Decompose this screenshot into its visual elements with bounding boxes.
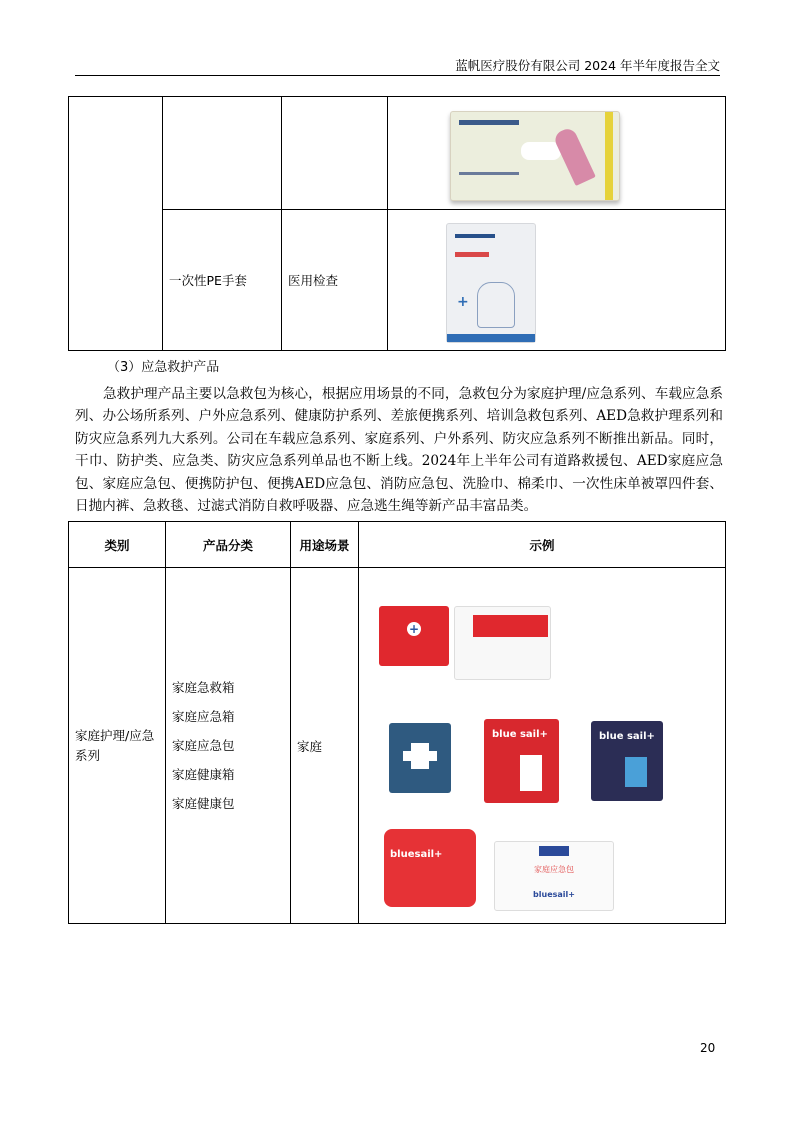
section-title: （3）应急救护产品 bbox=[107, 360, 220, 375]
header-use: 用途场景 bbox=[291, 522, 359, 568]
emergency-products-table bbox=[68, 521, 726, 924]
product-item: 家庭应急箱 bbox=[172, 709, 235, 724]
product-table-continued bbox=[68, 96, 726, 351]
red-first-aid-box-image: + bbox=[379, 606, 449, 666]
red-bluesail-pouch-image: bluesail+ bbox=[384, 829, 476, 907]
use-cell: 医用检查 bbox=[282, 210, 388, 351]
use-cell: 家庭 bbox=[291, 568, 359, 924]
product-cell: 一次性PE手套 bbox=[163, 210, 282, 351]
white-first-aid-box-image bbox=[454, 606, 551, 680]
red-bluesail-bag-image: blue sail+ bbox=[484, 719, 559, 803]
page-number: 20 bbox=[700, 1041, 716, 1055]
product-cell bbox=[163, 97, 282, 210]
glove-box-image bbox=[450, 111, 620, 201]
header-product: 产品分类 bbox=[166, 522, 291, 568]
product-item: 家庭应急包 bbox=[172, 738, 235, 753]
use-cell bbox=[282, 97, 388, 210]
category-cell: 家庭护理/应急系列 bbox=[69, 568, 166, 924]
page-header: 蓝帆医疗股份有限公司 2024 年半年度报告全文 bbox=[75, 58, 720, 76]
pe-glove-pack-image: + bbox=[446, 223, 536, 343]
product-item: 家庭急救箱 bbox=[172, 680, 235, 695]
blue-first-aid-bag-image bbox=[389, 723, 451, 793]
category-cell bbox=[69, 97, 163, 351]
image-cell bbox=[388, 97, 726, 210]
header-example: 示例 bbox=[359, 522, 726, 568]
navy-bluesail-bag-image: blue sail+ bbox=[591, 721, 663, 801]
product-item: 家庭健康包 bbox=[172, 796, 235, 811]
header-category: 类别 bbox=[69, 522, 166, 568]
image-cell bbox=[359, 568, 726, 924]
body-paragraph: 急救护理产品主要以急救包为核心，根据应用场景的不同，急救包分为家庭护理/应急系列、车载应急系列、办公场所系列、户外应急系列、健康防护系列、差旅便携系列、培训急救包系列、AED急救护理系列和防灾应急系列九大系列。公司在车载应急系列、家庭系列、户外系列、防灾应急系列不断推出新品。同时，干巾、防护类、应急类、防灾应急系列单品也不断上线。2024年上半年公司有道路救援包、AED家庭应急包、家庭应急包、便携防护包、便携AED应急包、消防应急包、洗脸巾、棉柔巾、一次性床单被罩四件套、日抛内裤、急救毯、过滤式消防自救呼吸器、应急逃生绳等新产品丰富品类。 bbox=[75, 386, 723, 515]
product-item: 家庭健康箱 bbox=[172, 767, 235, 782]
product-list-cell bbox=[166, 568, 291, 924]
white-first-aid-kit-box-image: 家庭应急包 bluesail+ bbox=[494, 841, 614, 911]
image-cell bbox=[388, 210, 726, 351]
